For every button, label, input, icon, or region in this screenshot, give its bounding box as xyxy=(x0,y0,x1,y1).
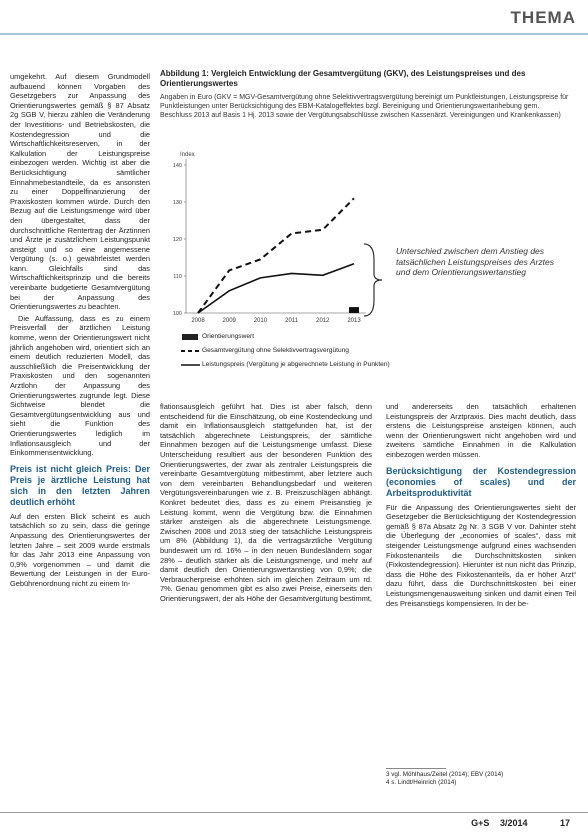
legend-label: Orientierungswert xyxy=(202,333,255,340)
issue-number: 3/2014 xyxy=(499,818,528,828)
chart-legend xyxy=(180,330,390,372)
paragraph: Die Auffassung, dass es zu einem Preisverfall der ärztlichen Leistung komme, wenn der Orientierungswert nicht jährlich angehoben wird, orientiert sich an einem deutlich reduzierten Modell, das ausschließlich die Preisentwicklung der Praxiskosten und den sogenannten Arztlohn der Anpassung des Orientierungswertes zugrunde legt. Diese Sichtweise blendet die Gesamtvergütungsentwicklung aus und sieht die Funktion des Orientierungswertes lediglich im Inflationsausgleich und der Einkommensentwicklung. xyxy=(10,313,150,458)
section-heading: Preis ist nicht gleich Preis: Der Preis je ärztliche Leistung hat sich in den letzten Jahren deutlich erhöht xyxy=(10,463,150,507)
paragraph: Für die Anpassung des Orientierungswertes sieht der Gesetzgeber die Berücksichtigung der Kostendegression gemäß § 87a Absatz 2g Nr. 3 SGB V vor. Dahinter steht die Überlegung der „economies of scales“, dass mit steigender Leistungsmenge aufgrund eines wachsenden Fixkostenanteils die Durchschnittskosten sinken (Fixkostendegression). Hierunter ist nun nicht das Prinzip, dass die Höhe des Fixkostenanteils, da er höher Arzt“ dazu führt, dass die Durchschnittskosten bei einer Leistungsmengenausweitung sinken und damit einen Teil des Preisanstiegs kompensieren. In der be- xyxy=(386,502,576,608)
paragraph: und andererseits den tatsächlich erhaltenen Leistungspreis der Arztpraxis. Dies macht deutlich, dass erstens die Leistungspreise ansteigen können, auch wenn der Orientierungswert nicht angehoben wird und zweitens sämtliche Einnahmen in die Kalkulation einbezogen werden müssen. xyxy=(386,402,576,459)
legend-item xyxy=(180,344,390,358)
x-tick-label: 2012 xyxy=(316,318,330,324)
legend-swatch-bar xyxy=(180,333,202,341)
x-tick-label: 2009 xyxy=(222,318,236,324)
legend-item xyxy=(180,330,390,344)
footnote: 3 vgl. Möhlhaus/Zeitel (2014); EBV (2014) xyxy=(386,771,504,778)
y-tick-label: 100 xyxy=(172,311,182,317)
page-number: 17 xyxy=(559,818,570,828)
y-tick-label: 120 xyxy=(172,237,182,243)
legend-swatch-dashed xyxy=(180,347,202,355)
line-chart xyxy=(160,145,390,327)
footnote-rule xyxy=(386,768,446,769)
x-tick-label: 2010 xyxy=(253,318,268,324)
y-tick-label: 110 xyxy=(173,274,182,280)
annotation-brace xyxy=(360,240,390,320)
y-tick-label: 130 xyxy=(172,200,182,206)
section-heading: Berücksichtigung der Kostendegression (economies of scales) und der Arbeitsproduktivität xyxy=(386,465,576,498)
bar xyxy=(349,307,359,313)
paragraph: Auf den ersten Blick scheint es auch tatsächlich so zu sein, dass die geringe Anpassung des Orientierungswertes der letzten Jahre – seit 2009 wurde erstmals für das Jahr 2013 eine Anpassung von 0,9% vorgenommen – und damit die Bewertung der Leistungen in der Euro-Gebührenordnung nicht zu einem In- xyxy=(10,511,150,588)
legend-item xyxy=(180,358,390,372)
chart-annotation: Unterschied zwischen dem Anstieg des tatsächlichen Leistungspreises des Arztes und dem Orientierungswertanstieg xyxy=(396,246,554,277)
legend-label: Gesamtvergütung ohne Selektivvertragsvergütung xyxy=(202,347,349,354)
text-column-3 xyxy=(386,402,576,610)
legend-swatch-solid xyxy=(180,361,202,369)
footnote: 4 s. Lindt/Heinrich (2014) xyxy=(386,779,457,786)
paragraph: flationsausgleich geführt hat. Dies ist aber falsch, denn entscheidend für die Einschätzung, ob eine Kostendeckung und damit ein Inflationsausgleich stattgefunden hat, ist der tatsächlich abgerechnete Leistungspreis, der sämtliche Einnahmen bezogen auf die Leistungsmenge umfasst. Diese Unterscheidung resultiert aus der besonderen Funktion des Orientierungswertes, der zwar als zentraler Leistungspreis die vereinbarte Gesamtvergütung mitbestimmt, aber letztere auch von dem vereinbarten Behandlungsbedarf und weiteren Vergütungsvereinbarungen wie z. B. Preiszuschlägen abhängt. Konkret bedeutet dies, dass es zu einem Preisanstieg je Leistung kommt, wenn die Vergütung bzw. die Einnahmen stärker ansteigen als die abgerechnete Leistungsmenge. Zwischen 2008 und 2013 stieg der tatsächliche Leistungspreis um 8% (Abbildung 1), da die vertragsärztliche Vergütung bundesweit um rd. 16% – in den neuen Bundesländern sogar 28% – deutlich stärker als die Leistungsmenge, und mehr auf damit deutlich den Orientierungswertanstieg von 0,9%; die Verbraucherpreise erhöhten sich im gleichen Zeitraum um rd. 7%. Genau genommen gibt es also zwei Preise, einerseits den Orientierungswert, der als Höhe der Gesamtvergütung bestimmt, xyxy=(160,402,372,603)
y-axis-label: Index xyxy=(180,152,195,158)
journal-name: G+S xyxy=(471,818,490,828)
text-column-1 xyxy=(10,72,150,591)
header-rule xyxy=(0,33,588,35)
section-label: THEMA xyxy=(510,8,576,27)
text-column-2 xyxy=(160,402,372,605)
figure-subtitle: Angaben in Euro (GKV = MGV-Gesamtvergütung ohne Selektivvertragsvergütung bereinigt um Punktleistungen, Leistungspreise für Punktleistungen unter Berücksichtigung des EBM-Katalogeffektes bzgl. Bereinigung und Orientierungswertanhebung gem. Beschluss 2013 auf Basis 1 Hj. 2013 sowie der Vergütungsabschlüsse zwischen Kassenärzt. Vereinigungen und Krankenkassen) xyxy=(160,94,569,119)
series-line-solid xyxy=(198,264,354,313)
x-tick-label: 2011 xyxy=(285,318,299,324)
page-footer xyxy=(463,818,570,828)
figure-title: Abbildung 1: Vergleich Entwicklung der Gesamtvergütung (GKV), des Leistungspreises und des Orientierungswertes xyxy=(160,69,526,88)
footnotes xyxy=(386,768,576,787)
paragraph: umgekehrt. Auf diesem Grundmodell aufbauend können Vorgaben des Gesetzgebers zur Anpassung des Orientierungswertes gemäß § 87 Absatz 2g SGB V, hierzu zählen die Veränderung der Investitions- und Betriebskosten, die Kostendegression und die Wirtschaftlichkeitsreserven, in der Kalkulation der Leistungspreise einbezogen werden. Wichtig ist aber die Berücksichtigung sämtlicher Einnahmebestandteile, da es ansonsten zu einer Doppelfinanzierung der Praxiskosten kommen würde. Durch den Bezug auf die Leistungsmenge wird über den übergestaltet, dass der durchschnittliche Rentertrag der Ärztinnen und Ärzte je zusätzlichem Leistungspunkt ansteigt und so eine angemessene Vergütung (s. o.) gewährleistet werden kann. Gleichfalls sind das Wirtschaftlichkeitsprinzip und die bereits vereinbarte budgetierte Gesamtvergütung bei der Anpassung des Orientierungswertes zu beachten. xyxy=(10,72,150,312)
x-tick-label: 2013 xyxy=(347,318,361,324)
legend-label: Leistungspreis (Vergütung je abgerechnete Leistung in Punkten) xyxy=(202,361,390,368)
y-tick-label: 140 xyxy=(172,163,182,169)
footer-rule xyxy=(0,812,588,813)
x-tick-label: 2008 xyxy=(191,318,205,324)
